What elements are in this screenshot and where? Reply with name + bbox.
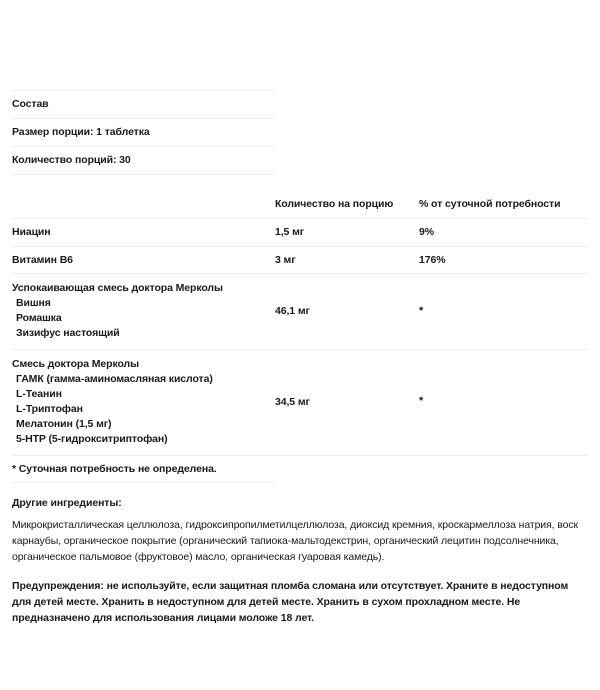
page-title: Состав — [12, 98, 49, 110]
column-header-percent-daily-value: % от суточной потребности — [419, 197, 561, 210]
nutrient-amount: 1,5 мг — [275, 225, 305, 238]
column-header-name — [12, 198, 275, 210]
supplement-facts-page — [0, 90, 600, 690]
blend-amount: 46,1 мг — [275, 305, 310, 318]
other-ingredients-section — [12, 496, 588, 565]
table-spacer-row — [12, 174, 588, 191]
table-row-servings-per-container — [12, 146, 588, 174]
blend-daily-value: * — [419, 395, 424, 408]
table-row — [12, 246, 588, 274]
nutrient-daily-value: 176% — [419, 253, 446, 266]
serving-size-label: Размер порции: 1 таблетка — [12, 125, 150, 138]
empty-cell — [275, 118, 419, 146]
table-row-title — [12, 91, 588, 119]
blend-sub-ingredient: 5-HTP (5-гидрокситриптофан) — [16, 432, 168, 445]
blend-sub-ingredient: Мелатонин (1,5 мг) — [16, 417, 112, 430]
blend-name: Успокаивающая смесь доктора Мерколы — [12, 282, 223, 295]
blend-sub-ingredient: L-Триптофан — [16, 402, 83, 415]
warnings-body: Предупреждения: не используйте, если защитная пломба сломана или отсутствует. Храните в недоступном для детей месте. Хранить в недоступном для детей месте. Хранить в сухом прохладном месте. Не предназначено для использования лицами моложе 18 лет. — [12, 580, 569, 624]
blend-daily-value: * — [419, 304, 424, 317]
blend-name: Смесь доктора Мерколы — [12, 358, 139, 371]
empty-cell — [419, 455, 588, 483]
blend-amount: 34,5 мг — [275, 395, 310, 408]
blend-sub-ingredient: Вишня — [16, 297, 51, 310]
empty-cell — [275, 146, 419, 174]
table-row-footnote — [12, 455, 588, 483]
table-row — [12, 274, 588, 350]
supplement-facts-table — [12, 90, 588, 483]
table-row — [12, 218, 588, 246]
nutrient-name: Витамин B6 — [12, 253, 73, 266]
warnings-section — [12, 579, 588, 626]
daily-value-footnote: * Суточная потребность не определена. — [12, 462, 217, 475]
blend-sub-ingredient: Ромашка — [16, 312, 62, 325]
nutrient-name: Ниацин — [12, 225, 51, 238]
empty-cell — [419, 118, 588, 146]
table-row-serving-size — [12, 118, 588, 146]
other-ingredients-body: Микрокристаллическая целлюлоза, гидроксипропилметилцеллюлоза, диоксид кремния, кроскармеллоза натрия, воск карнаубы, органическое покрытие (органический тапиока-мальтодекстрин, органический лецитин подсолнечника, органическое пальмовое (фруктовое) масло, органическая гуаровая камедь). — [12, 519, 579, 563]
table-header-row — [12, 191, 588, 218]
empty-cell — [275, 455, 419, 483]
other-ingredients-heading: Другие ингредиенты: — [12, 497, 122, 510]
nutrient-daily-value: 9% — [419, 225, 434, 238]
column-header-amount-per-serving: Количество на порцию — [275, 197, 394, 210]
blend-sub-ingredient: L-Теанин — [16, 387, 62, 400]
blend-sub-ingredient-list — [12, 372, 275, 447]
empty-cell — [419, 146, 588, 174]
servings-per-container-label: Количество порций: 30 — [12, 153, 131, 166]
nutrient-amount: 3 мг — [275, 253, 296, 266]
blend-sub-ingredient: ГАМК (гамма-аминомасляная кислота) — [16, 372, 213, 385]
empty-cell — [419, 91, 588, 119]
table-row — [12, 350, 588, 455]
blend-sub-ingredient-list — [12, 296, 275, 341]
empty-cell — [275, 91, 419, 119]
blend-sub-ingredient: Зизифус настоящий — [16, 327, 120, 340]
